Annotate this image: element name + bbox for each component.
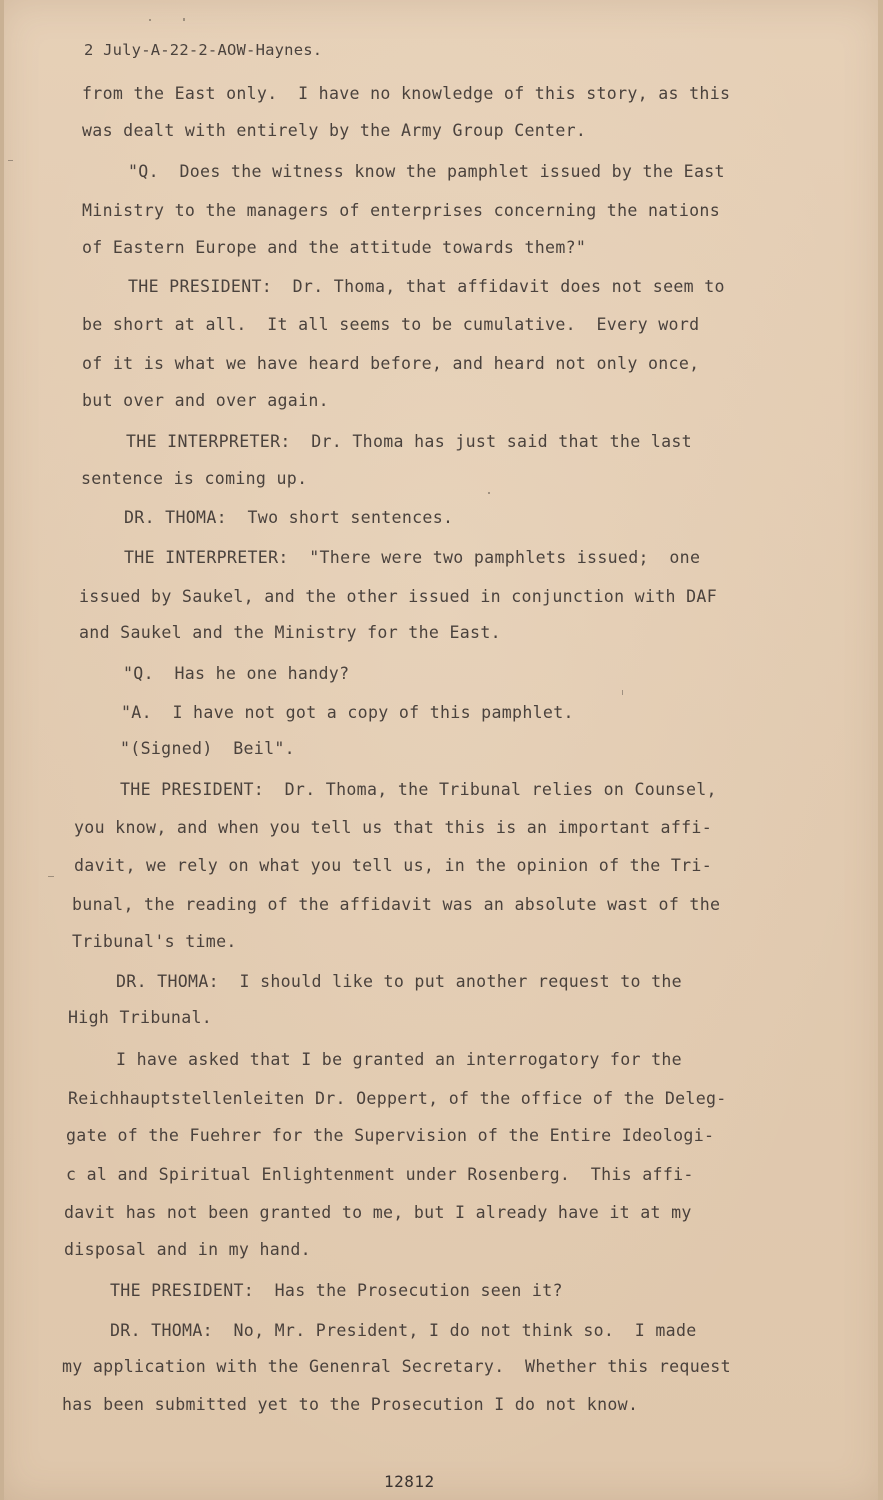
page-header: 2 July-A-22-2-AOW-Haynes. bbox=[84, 41, 323, 59]
text-line: I have asked that I be granted an interrogatory for the bbox=[116, 1050, 682, 1069]
stray-mark bbox=[48, 876, 54, 877]
text-line: THE PRESIDENT: Has the Prosecution seen it? bbox=[110, 1281, 563, 1300]
text-line: but over and over again. bbox=[82, 391, 329, 410]
text-line: DR. THOMA: Two short sentences. bbox=[124, 508, 454, 527]
stray-mark bbox=[149, 19, 151, 21]
text-line: of it is what we have heard before, and heard not only once, bbox=[82, 354, 700, 373]
text-line: THE INTERPRETER: "There were two pamphlets issued; one bbox=[124, 548, 701, 567]
stray-mark bbox=[8, 160, 13, 161]
text-line: DR. THOMA: I should like to put another request to the bbox=[116, 972, 682, 991]
text-line: my application with the Genenral Secretary. Whether this request bbox=[62, 1357, 731, 1376]
text-line: High Tribunal. bbox=[68, 1008, 213, 1027]
text-line: disposal and in my hand. bbox=[64, 1240, 311, 1259]
stray-mark bbox=[183, 18, 185, 21]
page-left-edge bbox=[0, 0, 4, 1500]
text-line: be short at all. It all seems to be cumulative. Every word bbox=[82, 315, 700, 334]
text-line: you know, and when you tell us that this is an important affi- bbox=[74, 818, 712, 837]
text-line: THE PRESIDENT: Dr. Thoma, that affidavit does not seem to bbox=[128, 277, 725, 296]
text-line: from the East only. I have no knowledge of this story, as this bbox=[82, 84, 731, 103]
text-line: davit has not been granted to me, but I already have it at my bbox=[64, 1203, 692, 1222]
page-right-edge bbox=[878, 0, 883, 1500]
text-line: has been submitted yet to the Prosecution I do not know. bbox=[62, 1395, 639, 1414]
text-line: c al and Spiritual Enlightenment under Rosenberg. This affi- bbox=[66, 1165, 694, 1184]
text-line: gate of the Fuehrer for the Supervision of the Entire Ideologi- bbox=[66, 1126, 715, 1145]
text-line: davit, we rely on what you tell us, in the opinion of the Tri- bbox=[74, 856, 712, 875]
text-line: and Saukel and the Ministry for the East. bbox=[79, 623, 501, 642]
stray-mark bbox=[488, 492, 490, 494]
text-line: THE INTERPRETER: Dr. Thoma has just said that the last bbox=[126, 432, 692, 451]
text-line: "(Signed) Beil". bbox=[120, 739, 295, 758]
text-line: Tribunal's time. bbox=[72, 932, 237, 951]
text-line: "A. I have not got a copy of this pamphlet. bbox=[121, 703, 574, 722]
text-line: Ministry to the managers of enterprises concerning the nations bbox=[82, 201, 720, 220]
text-line: DR. THOMA: No, Mr. President, I do not think so. I made bbox=[110, 1321, 697, 1340]
text-line: of Eastern Europe and the attitude towards them?" bbox=[82, 238, 587, 257]
page-number: 12812 bbox=[384, 1472, 435, 1491]
text-line: sentence is coming up. bbox=[81, 469, 308, 488]
text-line: was dealt with entirely by the Army Group Center. bbox=[82, 121, 587, 140]
text-line: Reichhauptstellenleiten Dr. Oeppert, of the office of the Deleg- bbox=[68, 1089, 727, 1108]
stray-mark bbox=[622, 690, 623, 695]
text-line: issued by Saukel, and the other issued in conjunction with DAF bbox=[79, 587, 717, 606]
text-line: "Q. Does the witness know the pamphlet issued by the East bbox=[128, 162, 725, 181]
text-line: "Q. Has he one handy? bbox=[123, 664, 350, 683]
text-line: bunal, the reading of the affidavit was an absolute wast of the bbox=[72, 895, 721, 914]
text-line: THE PRESIDENT: Dr. Thoma, the Tribunal relies on Counsel, bbox=[120, 780, 717, 799]
